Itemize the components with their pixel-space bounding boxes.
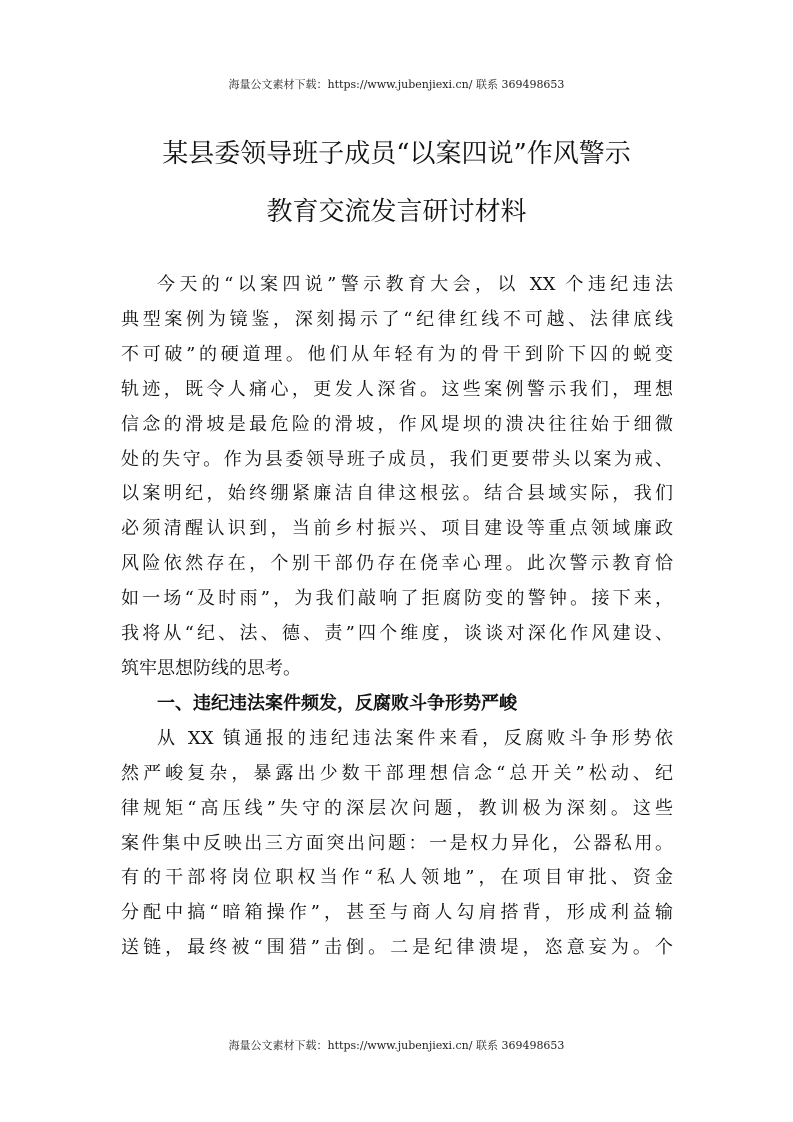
page-header: 海量公文素材下载：https://www.jubenjiexi.cn/ 联系 369498653: [228, 78, 565, 91]
text-line: 如一场“及时雨”，为我们敲响了拒腐防变的警钟。接下来，: [121, 588, 673, 610]
text-line: 处的失守。作为县委领导班子成员，我们更要带头以案为戒、: [121, 448, 673, 470]
paragraph-section-1: [121, 722, 673, 966]
document-body: [121, 268, 673, 966]
text-line: 不可破”的硬道理。他们从年轻有为的骨干到阶下囚的蜕变: [121, 343, 673, 365]
document-title-line-2: 教育交流发言研讨材料: [266, 197, 527, 227]
text-line: 送链，最终被“围猎”击倒。二是纪律溃堤，恣意妄为。个: [121, 937, 673, 959]
document-title-line-1: 某县委领导班子成员“以案四说”作风警示: [162, 139, 631, 169]
text-line: 轨迹，既令人痛心，更发人深省。这些案例警示我们，理想: [121, 378, 673, 400]
page-footer: 海量公文素材下载：https://www.jubenjiexi.cn/ 联系 369498653: [228, 1039, 565, 1052]
text-line: 从 XX 镇通报的违纪违法案件来看，反腐败斗争形势依: [157, 727, 673, 749]
text-line: 筑牢思想防线的思考。: [121, 657, 301, 679]
text-line: 今天的“以案四说”警示教育大会，以 XX 个违纪违法: [157, 274, 673, 295]
text-line: 案件集中反映出三方面突出问题：一是权力异化，公器私用。: [121, 832, 673, 854]
text-line: 律规矩“高压线”失守的深层次问题，教训极为深刻。这些: [121, 797, 673, 819]
text-line: 典型案例为镜鉴，深刻揭示了“纪律红线不可越、法律底线: [121, 308, 673, 330]
text-line: 风险依然存在，个别干部仍存在侥幸心理。此次警示教育恰: [121, 553, 673, 575]
section-heading: 一、违纪违法案件频发，反腐败斗争形势严峻: [157, 692, 517, 714]
text-line: 信念的滑坡是最危险的滑坡，作风堤坝的溃决往往始于细微: [121, 413, 673, 435]
text-line: 分配中搞“暗箱操作”，甚至与商人勾肩搭背，形成利益输: [121, 902, 673, 924]
text-line: 必须清醒认识到，当前乡村振兴、项目建设等重点领域廉政: [121, 518, 673, 540]
text-line: 我将从“纪、法、德、责”四个维度，谈谈对深化作风建设、: [121, 623, 673, 645]
text-line: 以案明纪，始终绷紧廉洁自律这根弦。结合县域实际，我们: [121, 483, 673, 505]
paragraph-intro: [121, 268, 673, 687]
text-line: 然严峻复杂，暴露出少数干部理想信念“总开关”松动、纪: [121, 762, 673, 784]
text-line: 有的干部将岗位职权当作“私人领地”，在项目审批、资金: [121, 867, 673, 889]
